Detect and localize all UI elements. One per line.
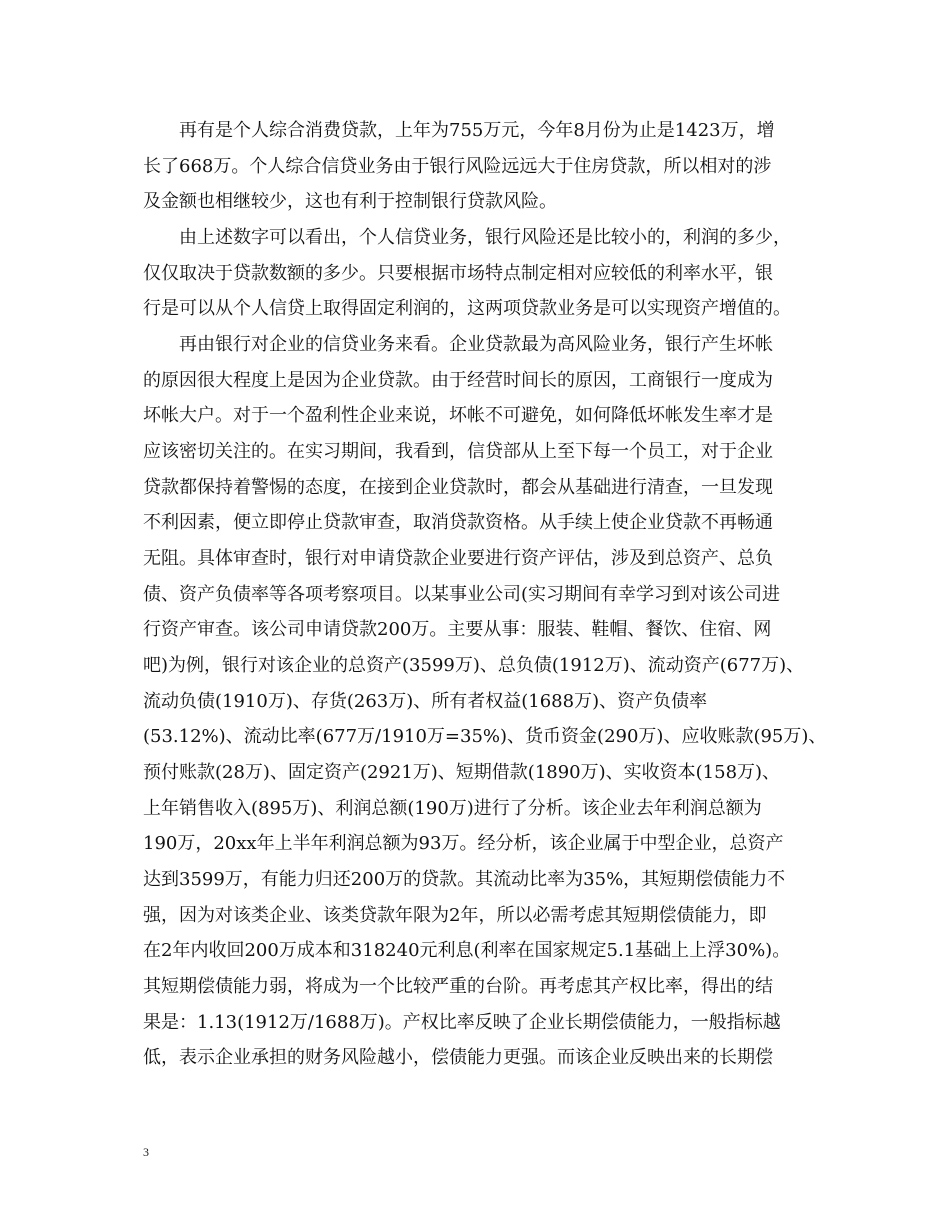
text-line: 强，因为对该类企业、该类贷款年限为2年，所以必需考虑其短期偿债能力，即 xyxy=(143,905,767,926)
text-line: 在2年内收回200万成本和318240元利息(利率在国家规定5.1基础上上浮30%)。 xyxy=(143,940,791,961)
text-line: 坏帐大户。对于一个盈利性企业来说，坏帐不可避免，如何降低坏帐发生率才是 xyxy=(143,405,773,426)
text-line: 的原因很大程度上是因为企业贷款。由于经营时间长的原因，工商银行一度成为 xyxy=(143,370,773,391)
text-line: (53.12%)、流动比率(677万/1910万=35%)、货币资金(290万)、应收账款(95万)、 xyxy=(143,726,827,747)
text-line: 长了668万。个人综合信贷业务由于银行风险远远大于住房贷款，所以相对的涉 xyxy=(143,156,772,177)
text-line: 预付账款(28万)、固定资产(2921万)、短期借款(1890万)、实收资本(158万)、 xyxy=(143,762,781,783)
text-line: 及金额也相继较少，这也有利于控制银行贷款风险。 xyxy=(143,191,557,212)
text-line: 无阻。具体审查时，银行对申请贷款企业要进行资产评估，涉及到总资产、总负 xyxy=(143,548,773,569)
text-line: 贷款都保持着警惕的态度，在接到企业贷款时，都会从基础进行清查，一旦发现 xyxy=(143,477,773,498)
text-line: 再由银行对企业的信贷业务来看。企业贷款最为高风险业务，银行产生坏帐 xyxy=(143,334,773,355)
text-line: 190万，20xx年上半年利润总额为93万。经分析，该企业属于中型企业，总资产 xyxy=(143,833,784,854)
text-line: 不利因素，便立即停止贷款审查，取消贷款资格。从手续上使企业贷款不再畅通 xyxy=(143,512,773,533)
text-line: 行是可以从个人信贷上取得固定利润的，这两项贷款业务是可以实现资产增值的。 xyxy=(143,298,791,319)
text-line: 行资产审查。该公司申请贷款200万。主要从事：服装、鞋帽、餐饮、住宿、网 xyxy=(143,619,772,640)
text-line: 债、资产负债率等各项考察项目。以某事业公司(实习期间有幸学习到对该公司进 xyxy=(143,584,781,605)
text-line: 低，表示企业承担的财务风险越小，偿债能力更强。而该企业反映出来的长期偿 xyxy=(143,1047,773,1068)
text-line: 果是：1.13(1912万/1688万)。产权比率反映了企业长期偿债能力，一般指标越 xyxy=(143,1012,781,1033)
text-line: 仅仅取决于贷款数额的多少。只要根据市场特点制定相对应较低的利率水平，银 xyxy=(143,263,773,284)
page-number: 3 xyxy=(143,1145,149,1159)
text-line: 吧)为例，银行对该企业的总资产(3599万)、总负债(1912万)、流动资产(677万)、 xyxy=(143,655,805,676)
text-line: 上年销售收入(895万)、利润总额(190万)进行了分析。该企业去年利润总额为 xyxy=(143,798,762,819)
text-line: 由上述数字可以看出，个人信贷业务，银行风险还是比较小的，利润的多少， xyxy=(143,227,791,248)
text-line: 应该密切关注的。在实习期间，我看到，信贷部从上至下每一个员工，对于企业 xyxy=(143,441,773,462)
text-line: 流动负债(1910万)、存货(263万)、所有者权益(1688万)、资产负债率 xyxy=(143,691,708,712)
text-line: 达到3599万，有能力归还200万的贷款。其流动比率为35%，其短期偿债能力不 xyxy=(143,869,786,890)
text-line: 再有是个人综合消费贷款，上年为755万元，今年8月份为止是1423万，增 xyxy=(143,120,775,141)
text-line: 其短期偿债能力弱，将成为一个比较严重的台阶。再考虑其产权比率，得出的结 xyxy=(143,976,773,997)
